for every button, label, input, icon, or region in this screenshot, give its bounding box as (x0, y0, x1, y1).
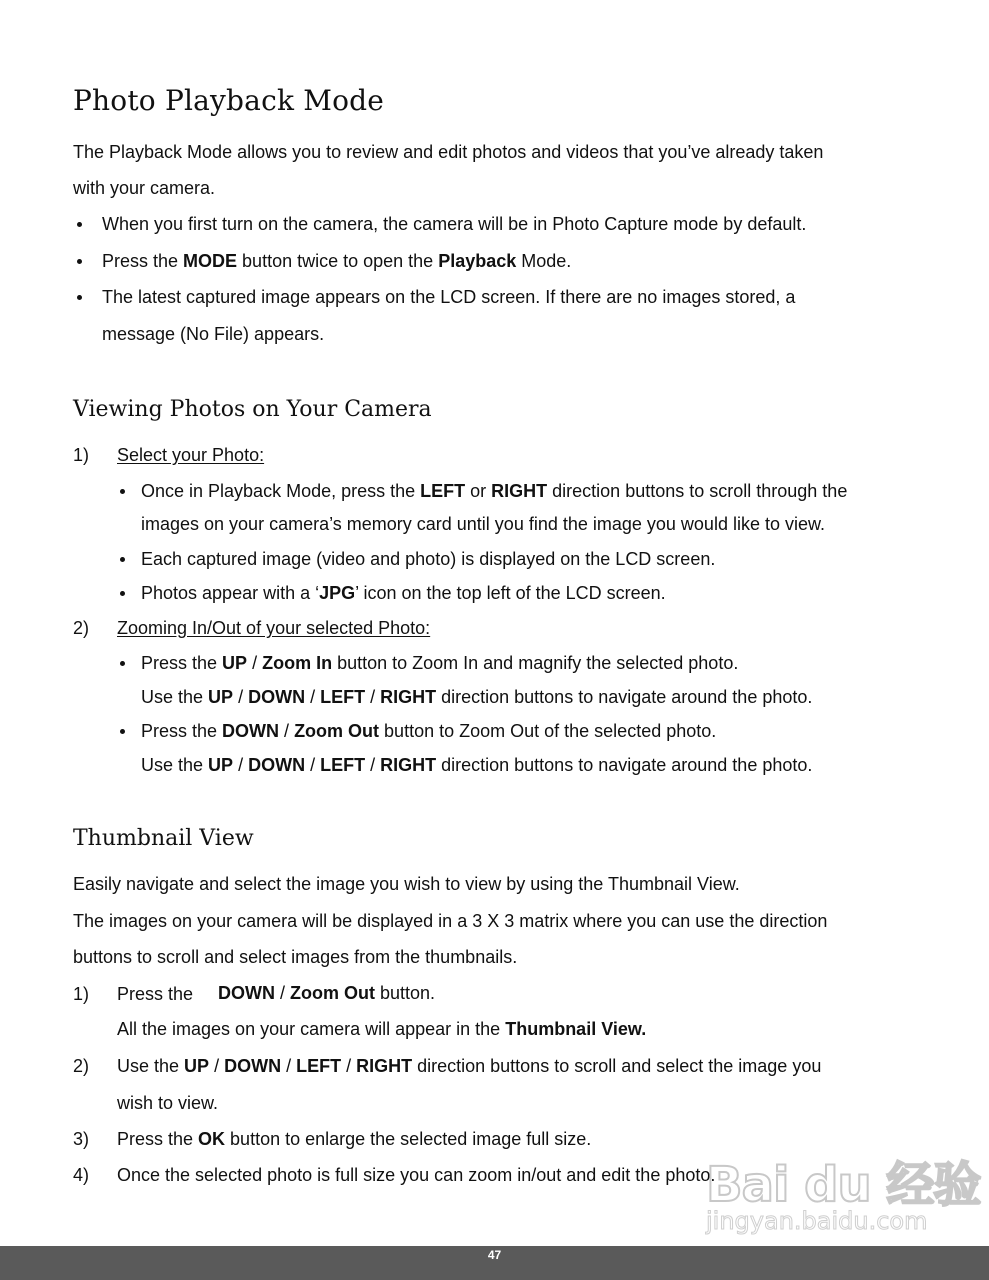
list-text: All the images on your camera will appear in the Thumbnail View. (117, 1019, 647, 1039)
bullet-icon (120, 489, 125, 494)
bullet-text: Once in Playback Mode, press the LEFT or RIGHT direction buttons to scroll through the (141, 481, 848, 501)
bullet-icon (120, 591, 125, 596)
bullet-text: Press the UP / Zoom In button to Zoom In and magnify the selected photo. (141, 653, 739, 673)
section-title-viewing: Viewing Photos on Your Camera (73, 397, 432, 422)
list-number: 2) (73, 1056, 90, 1076)
bullet-icon (120, 729, 125, 734)
section-title-thumbnail: Thumbnail View (73, 826, 254, 851)
paragraph: with your camera. (73, 178, 216, 198)
bullet-text: images on your camera’s memory card until you find the image you would like to view. (141, 514, 825, 534)
bullet-text: The latest captured image appears on the LCD screen. If there are no images stored, a (102, 287, 796, 307)
bullet-text: Use the UP / DOWN / LEFT / RIGHT direction buttons to navigate around the photo. (141, 687, 813, 707)
paragraph: Easily navigate and select the image you wish to view by using the Thumbnail View. (73, 874, 740, 894)
bullet-text: Each captured image (video and photo) is displayed on the LCD screen. (141, 549, 716, 569)
page-number: 47 (487, 1248, 502, 1262)
list-number: 1) (73, 984, 90, 1004)
paragraph: buttons to scroll and select images from the thumbnails. (73, 947, 518, 967)
bullet-text: When you first turn on the camera, the camera will be in Photo Capture mode by default. (102, 214, 807, 234)
bullet-icon (77, 222, 82, 227)
bullet-text: Press the DOWN / Zoom Out button to Zoom Out of the selected photo. (141, 721, 717, 741)
list-text: Once the selected photo is full size you can zoom in/out and edit the photo. (117, 1165, 716, 1185)
paragraph: The Playback Mode allows you to review and edit photos and videos that you’ve already taken (73, 142, 824, 162)
list-text: Press the OK button to enlarge the selected image full size. (117, 1129, 592, 1149)
bullet-icon (77, 259, 82, 264)
bullet-icon (120, 557, 125, 562)
subheading: Zooming In/Out of your selected Photo: (117, 618, 431, 638)
bullet-text: message (No File) appears. (102, 324, 325, 344)
bullet-text: Press the MODE button twice to open the Playback Mode. (102, 251, 572, 271)
list-text: Press the (117, 984, 194, 1004)
list-number: 1) (73, 445, 90, 465)
list-number: 2) (73, 618, 90, 638)
list-text: Use the UP / DOWN / LEFT / RIGHT direction buttons to scroll and select the image you (117, 1056, 822, 1076)
paragraph: The images on your camera will be displayed in a 3 X 3 matrix where you can use the direction (73, 911, 828, 931)
baidu-watermark-logo: Bai du 经验 (706, 1157, 981, 1213)
section-title-playback: Photo Playback Mode (73, 84, 385, 117)
list-number: 3) (73, 1129, 90, 1149)
list-number: 4) (73, 1165, 90, 1185)
bullet-text: Photos appear with a ‘JPG’ icon on the top left of the LCD screen. (141, 583, 666, 603)
bullet-icon (120, 661, 125, 666)
list-text: DOWN / Zoom Out button. (218, 983, 436, 1003)
bullet-text: Use the UP / DOWN / LEFT / RIGHT direction buttons to navigate around the photo. (141, 755, 813, 775)
bullet-icon (77, 295, 82, 300)
list-text: wish to view. (117, 1093, 219, 1113)
subheading: Select your Photo: (117, 445, 265, 465)
baidu-watermark-url: jingyan.baidu.com (706, 1207, 928, 1235)
